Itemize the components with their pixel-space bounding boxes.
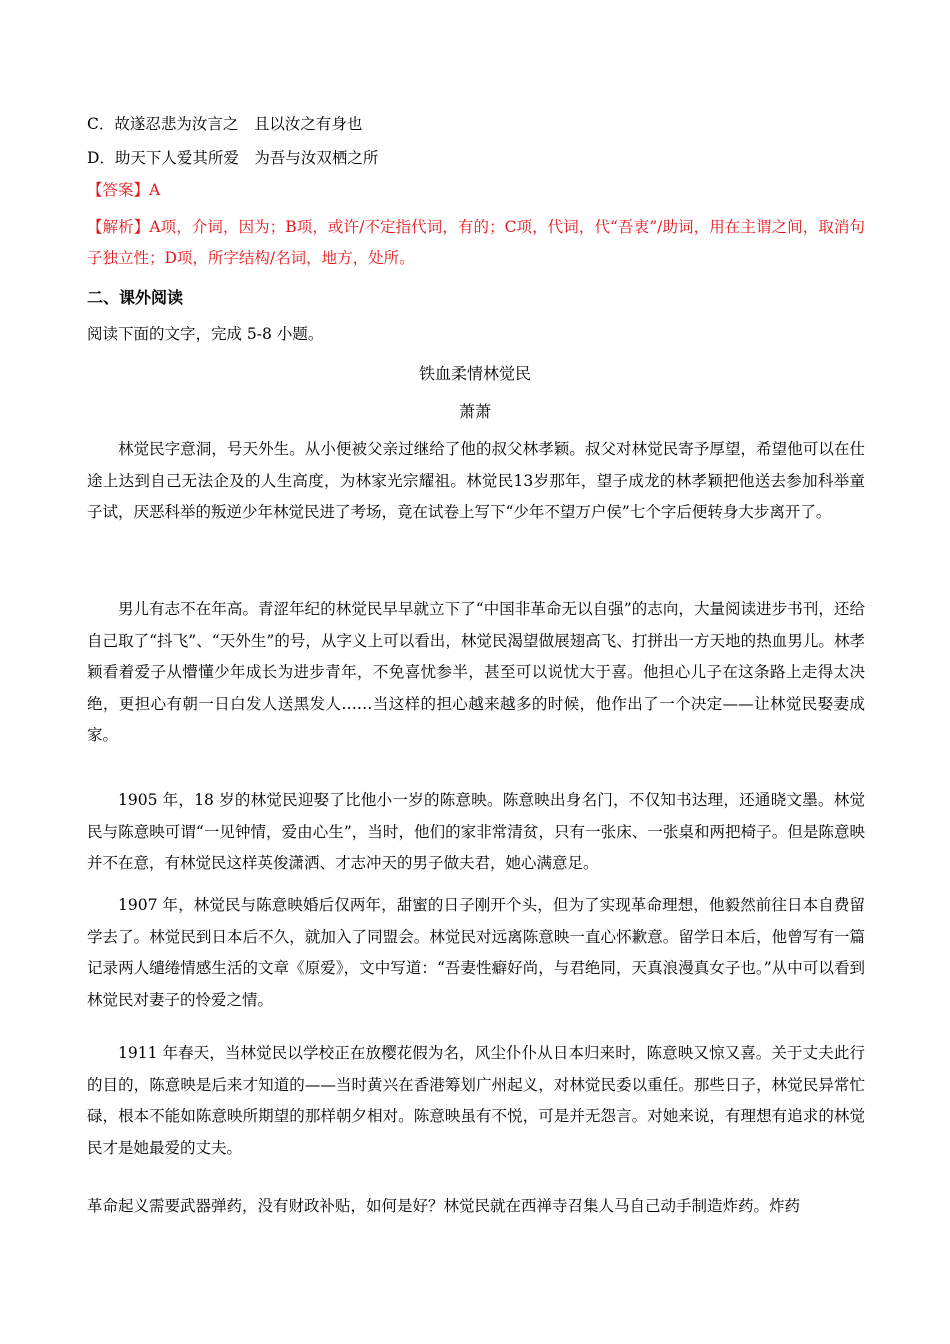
analysis-text: A项，介词，因为；B项，或许/不定指代词，有的；C项，代词，代“吾衷”/助词，用在主谓之间，取消句子独立性；D项，所字结构/名词，地方，处所。: [87, 218, 865, 267]
option-c: C．故遂忍悲为汝言之 且以汝之有身也: [87, 115, 363, 133]
answer-value: A: [149, 181, 161, 199]
article-last-line: 革命起义需要武器弹药，没有财政补贴，如何是好？林觉民就在西禅寺召集人马自己动手制造炸药。炸药: [87, 1197, 801, 1215]
section-instruction: 阅读下面的文字，完成 5-8 小题。: [87, 325, 324, 343]
answer-line: [87, 180, 160, 200]
article-paragraph-3: [87, 785, 865, 880]
article-paragraph-1: [87, 434, 865, 529]
article-paragraph-2: [87, 594, 865, 752]
answer-label: 【答案】: [87, 181, 150, 199]
paragraph-text: 男儿有志不在年高。青涩年纪的林觉民早早就立下了“中国非革命无以自强”的志向，大量阅读进步书刊，还给自己取了“抖飞”、“天外生”的号，从字义上可以看出，林觉民渴望做展翅高飞、打拼出一方天地的热血男儿。林孝颖看着爱子从懵懂少年成长为进步青年，不免喜忧参半，甚至可以说忧大于喜。他担心儿子在这条路上走得太决绝，更担心有朝一日白发人送黑发人……当这样的担心越来越多的时候，他作出了一个决定——让林觉民娶妻成家。: [87, 600, 865, 744]
paragraph-text: 1907 年，林觉民与陈意映婚后仅两年，甜蜜的日子刚开个头，但为了实现革命理想，他毅然前往日本自费留学去了。林觉民到日本后不久，就加入了同盟会。林觉民对远离陈意映一直心怀歉意。留学日本后，他曾写有一篇记录两人缱绻情感生活的文章《原爱》，文中写道：“吾妻性癖好尚，与君绝同，天真浪漫真女子也。”从中可以看到林觉民对妻子的怜爱之情。: [87, 896, 865, 1009]
analysis-block: [87, 212, 865, 274]
paragraph-text: 1905 年，18 岁的林觉民迎娶了比他小一岁的陈意映。陈意映出身名门，不仅知书达理，还通晓文墨。林觉民与陈意映可谓“一见钟情，爱由心生”，当时，他们的家非常清贫，只有一张床、一张桌和两把椅子。但是陈意映并不在意，有林觉民这样英俊潇洒、才志冲天的男子做夫君，她心满意足。: [87, 791, 865, 872]
option-d: D．助天下人爱其所爱 为吾与汝双栖之所: [87, 149, 379, 167]
paragraph-text: 林觉民字意洞，号天外生。从小便被父亲过继给了他的叔父林孝颖。叔父对林觉民寄予厚望，希望他可以在仕途上达到自己无法企及的人生高度，为林家光宗耀祖。林觉民13岁那年，望子成龙的林孝颖把他送去参加科举童子试，厌恶科举的叛逆少年林觉民进了考场，竟在试卷上写下“少年不望万户侯”七个字后便转身大步离开了。: [87, 440, 865, 521]
article-title: 铁血柔情林觉民: [418, 364, 531, 383]
article-author: 萧萧: [458, 402, 491, 421]
article-paragraph-4: [87, 890, 865, 1016]
article-paragraph-5: [87, 1038, 865, 1164]
section-heading: 二、课外阅读: [87, 288, 184, 307]
analysis-label: 【解析】: [87, 218, 150, 236]
paragraph-text: 1911 年春天，当林觉民以学校正在放樱花假为名，风尘仆仆从日本归来时，陈意映又惊又喜。关于丈夫此行的目的，陈意映是后来才知道的——当时黄兴在香港筹划广州起义，对林觉民委以重任。那些日子，林觉民异常忙碌，根本不能如陈意映所期望的那样朝夕相对。陈意映虽有不悦，可是并无怨言。对她来说，有理想有追求的林觉民才是她最爱的丈夫。: [87, 1044, 865, 1157]
